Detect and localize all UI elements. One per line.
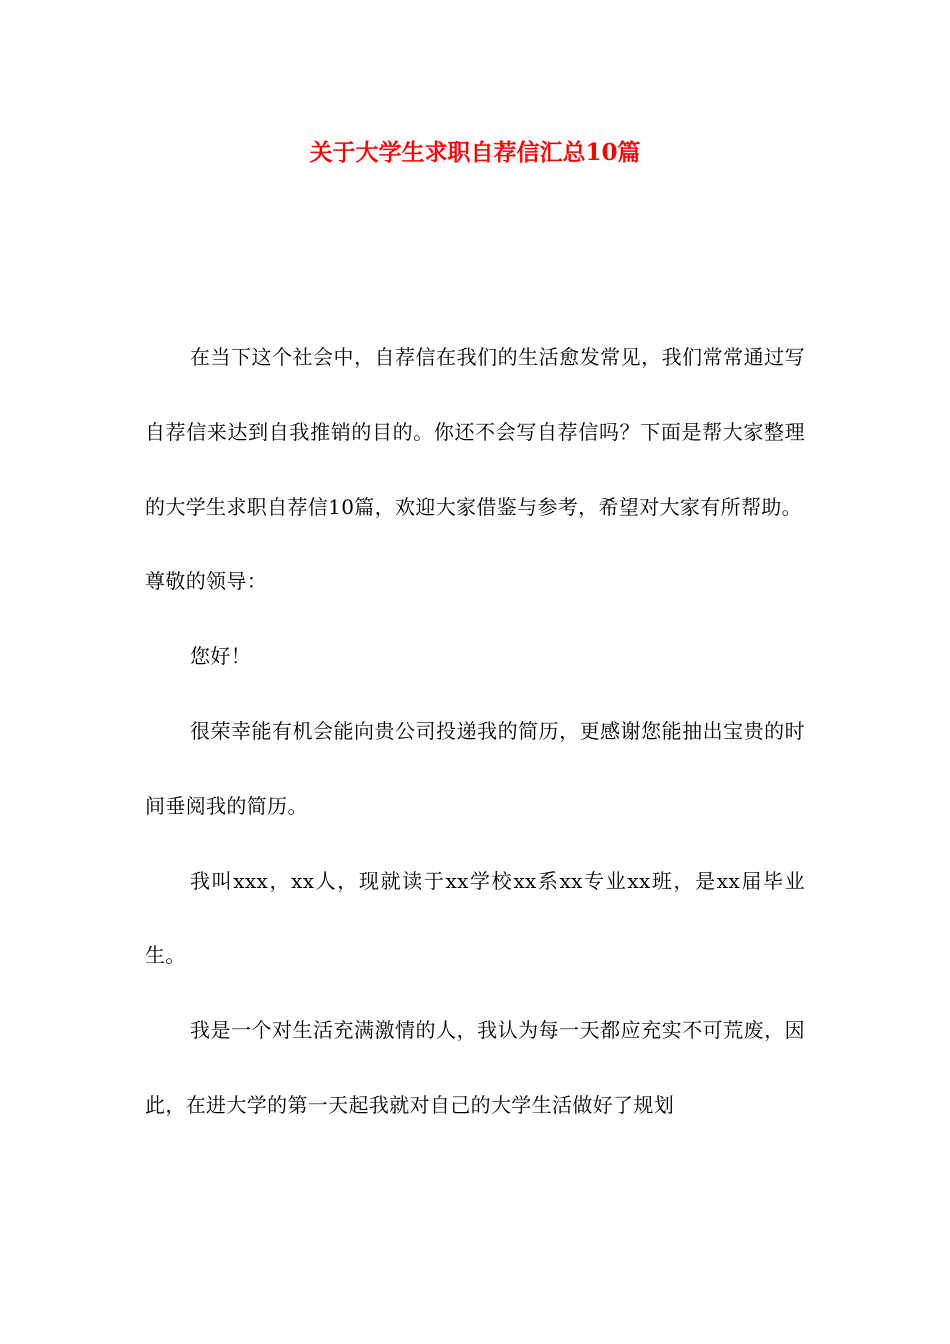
personality-paragraph: 我是一个对生活充满激情的人，我认为每一天都应充实不可荒废，因此，在进大学的第一天起我就对自己的大学生活做好了规划	[145, 1018, 805, 1117]
greeting: 您好！	[190, 644, 252, 669]
salutation: 尊敬的领导：	[145, 569, 268, 594]
document-title: 关于大学生求职自荐信汇总10篇	[309, 139, 641, 166]
thanks-paragraph: 很荣幸能有机会能向贵公司投递我的简历，更感谢您能抽出宝贵的时间垂阅我的简历。	[145, 718, 805, 818]
document-body	[145, 320, 805, 1143]
intro-paragraph: 在当下这个社会中，自荐信在我们的生活愈发常见，我们常常通过写自荐信来达到自我推销的目的。你还不会写自荐信吗？下面是帮大家整理的大学生求职自荐信10篇，欢迎大家借鉴与参考，希望对大家有所帮助。	[145, 345, 805, 519]
self-introduction-paragraph: 我叫xxx，xx人，现就读于xx学校xx系xx专业xx班，是xx届毕业生。	[145, 868, 805, 968]
